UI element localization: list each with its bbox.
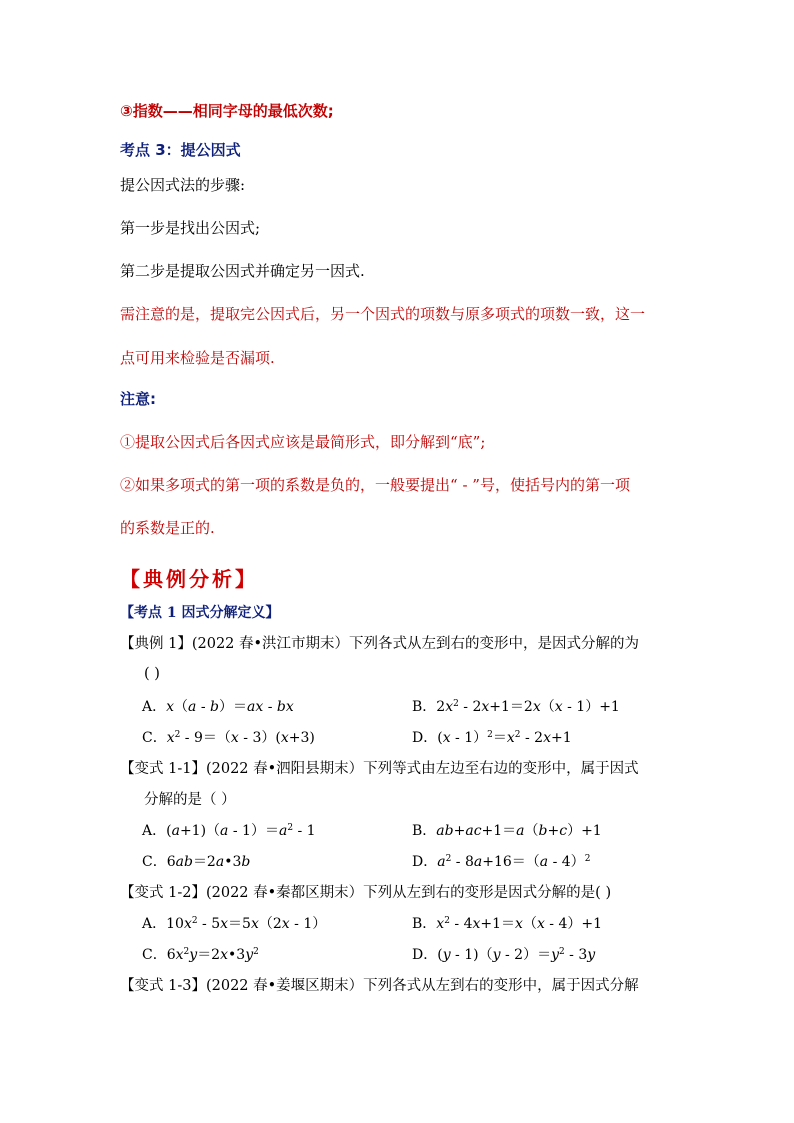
example1-option-a: A．x（a - b）＝ax - bx: [142, 699, 294, 715]
kaodian3-heading: 考点 3：提公因式: [120, 141, 241, 159]
variant13-line-1: 【变式 1-3】(2022 春•姜堰区期末）下列各式从左到右的变形中，属于因式分解: [120, 978, 639, 994]
step-two: 第二步是提取公因式并确定另一因式.: [120, 262, 365, 280]
steps-title: 提公因式法的步骤:: [120, 176, 246, 194]
variant12-option-c: C．$6x^2y=2x•3y^2$: [142, 947, 259, 963]
example1-line-1: 【典例 1】(2022 春•洪江市期末）下列各式从左到右的变形中，是因式分解的为: [120, 636, 640, 652]
example1-option-c: C．$x^2 - 9=(x - 3)(x+3)$: [142, 730, 315, 746]
variant12-line-1: 【变式 1-2】(2022 春•秦都区期末）下列从左到右的变形是因式分解的是( ): [120, 885, 612, 901]
notice-two-line-1: ②如果多项式的第一项的系数是负的，一般要提出“ - ”号，使括号内的第一项: [120, 476, 630, 494]
variant11-line-2: 分解的是（ ）: [144, 792, 236, 808]
variant11-option-a: A．$(a+1)(a - 1)=a^2 - 1$: [142, 823, 316, 839]
examples-title: 【典例分析】: [120, 567, 258, 591]
example1-option-b: B．$2x^2 - 2x+1=2x(x - 1)+1$: [412, 699, 620, 715]
variant12-option-b: B．$x^2 - 4x+1=x(x - 4)+1$: [412, 916, 603, 932]
attention-line-2-text: 点可用来检验是否漏项.: [120, 349, 275, 367]
notice-one: ①提取公因式后各因式应该是最简形式，即分解到“底”;: [120, 433, 486, 451]
attention-line-1: 需注意的是，提取完公因式后，另一个因式的项数与原多项式的项数一致，这一: [120, 305, 646, 323]
notice-label: 注意:: [120, 390, 156, 408]
variant11-line-1: 【变式 1-1】(2022 春•泗阳县期末）下列等式由左边至右边的变形中，属于因式: [120, 761, 639, 777]
variant12-option-a: A．$10x^2 - 5x=5x(2x - 1)$: [142, 916, 327, 932]
kaodian1-heading: 【考点 1 因式分解定义】: [120, 605, 280, 621]
variant12-option-d: D．$(y - 1)(y - 2)=y^2 - 3y$: [412, 947, 596, 963]
step-one: 第一步是找出公因式;: [120, 219, 261, 237]
attention-line-2: [120, 348, 275, 368]
notice-two-line-2: 的系数是正的.: [120, 519, 215, 537]
exponent-note: ③指数——相同字母的最低次数;: [120, 102, 334, 120]
example1-line-2: ( ): [144, 666, 160, 682]
variant11-option-b: B．ab+ac+1＝a（b+c）+1: [412, 823, 602, 839]
variant11-option-d: D．$a^2 - 8a+16=(a - 4)^2$: [412, 854, 591, 870]
example1-option-d: D．$(x - 1)^2=x^2 - 2x+1$: [412, 730, 572, 746]
variant11-option-c: C．6ab＝2a•3b: [142, 854, 251, 870]
